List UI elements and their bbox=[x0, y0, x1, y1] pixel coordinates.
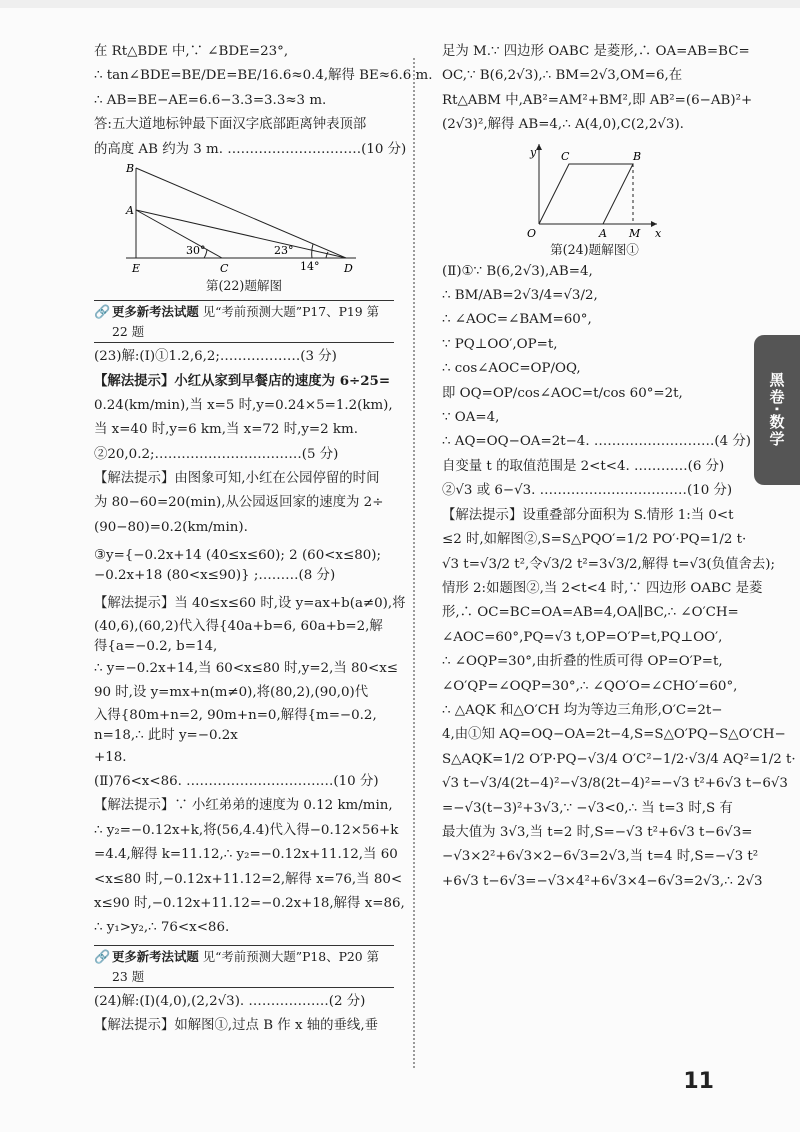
text-line: (Ⅱ)76<x<86. ……………………………(10 分) bbox=[94, 773, 379, 789]
text-line: =−√3(t−3)²+3√3,∵ −√3<0,∴ 当 t=3 时,S 有 bbox=[442, 800, 733, 816]
text-line: 【解法提示】∵ 小红弟弟的速度为 0.12 km/min, bbox=[94, 798, 393, 814]
text-line: ∴ AB=BE−AE=6.6−3.3=3.3≈3 m. bbox=[94, 92, 327, 108]
text-line: (23)解:(Ⅰ)①1.2,6,2;………………(3 分) bbox=[94, 349, 337, 365]
text-line: ∴ △AQK 和△O′CH 均为等边三角形,O′C=2t− bbox=[442, 702, 723, 718]
text-line: (2√3)²,解得 AB=4,∴ A(4,0),C(2,2√3). bbox=[442, 117, 684, 133]
text-line: =4.4,解得 k=11.12,∴ y₂=−0.12x+11.12,当 60 bbox=[94, 847, 398, 863]
more-tail: 22 题 bbox=[112, 324, 145, 340]
label-angle-30: 30° bbox=[186, 244, 206, 258]
text-line: ∠AOC=60°,PQ=√3 t,OP=O′P=t,PQ⊥OO′, bbox=[442, 629, 723, 645]
text-line: <x≤80 时,−0.12x+11.12=2,解得 x=76,当 80< bbox=[94, 871, 403, 887]
text-line: ∵ OA=4, bbox=[442, 410, 500, 426]
text-line: 在 Rt△BDE 中,∵ ∠BDE=23°, bbox=[94, 44, 289, 59]
label-d: D bbox=[344, 262, 353, 276]
more-tail: 23 题 bbox=[112, 968, 145, 984]
line-bd bbox=[136, 168, 346, 258]
label-c: C bbox=[220, 262, 229, 276]
text-line: (Ⅱ)①∵ B(6,2√3),AB=4, bbox=[442, 263, 593, 279]
text-line: ∠O′QP=∠OQP=30°,∴ ∠QO′O=∠CHO′=60°, bbox=[442, 678, 738, 694]
rhombus-oabc bbox=[539, 164, 633, 224]
text-line: ∴ cos∠AOC=OP/OQ, bbox=[442, 361, 581, 377]
text-line: ∴ ∠AOC=∠BAM=60°, bbox=[442, 312, 592, 328]
text-line: ≤2 时,如解图②,S=S△PQO′=1/2 PO′·PQ=1/2 t· bbox=[442, 532, 747, 548]
text-line: √3 t=√3/2 t²,令√3/2 t²=3√3/2,解得 t=√3(负值舍去); bbox=[442, 556, 776, 572]
y-axis-arrow bbox=[536, 144, 542, 150]
text-line: 【解法提示】小红从家到早餐店的速度为 6÷25= bbox=[94, 373, 391, 390]
text-line: ③y={−0.2x+14 (40≤x≤60); 2 (60<x≤80); −0.2x+18 (80<x≤90)} ;………(8 分) bbox=[94, 548, 381, 584]
label-x: x bbox=[654, 226, 661, 240]
text-line: x≤90 时,−0.12x+11.12=−0.2x+18,解得 x=86, bbox=[94, 895, 405, 911]
text-line: Rt△ABM 中,AB²=AM²+BM²,即 AB²=(6−AB)²+ bbox=[442, 92, 753, 108]
text-line: 最大值为 3√3,当 t=2 时,S=−√3 t²+6√3 t−6√3= bbox=[442, 824, 753, 840]
figure-22-caption: 第(22)题解图 bbox=[205, 278, 283, 294]
text-line: 答:五大道地标钟最下面汉字底部距离钟表顶部 bbox=[94, 117, 367, 133]
label-c: C bbox=[560, 149, 569, 163]
text-line: (40,6),(60,2)代入得{40a+b=6, 60a+b=2,解得{a=−0.2, b=14, bbox=[94, 618, 383, 654]
label-y: y bbox=[529, 145, 536, 159]
label-a: A bbox=[598, 226, 607, 240]
column-divider bbox=[413, 58, 415, 1068]
figure-22-diagram bbox=[124, 164, 364, 276]
text-line: 【解法提示】设重叠部分面积为 S.情形 1:当 0<t bbox=[442, 507, 734, 523]
text-line: 【解法提示】如解图①,过点 B 作 x 轴的垂线,垂 bbox=[94, 1018, 378, 1034]
label-m: M bbox=[628, 226, 640, 240]
more-title: 更多新考法试题 bbox=[112, 304, 199, 320]
more-questions-box-23 bbox=[94, 945, 394, 988]
left-column bbox=[94, 40, 433, 1039]
text-line: S△AQK=1/2 O′P·PQ−√3/4 O′C²−1/2·√3/4 AQ²=1/2 t· bbox=[442, 751, 796, 767]
text-line: 的高度 AB 约为 3 m. …………………………(10 分) bbox=[94, 141, 407, 157]
text-line: 形,∴ OC=BC=OA=AB=4,OA∥BC,∴ ∠O′CH= bbox=[442, 605, 739, 621]
text-line: 90 时,设 y=mx+n(m≠0),将(80,2),(90,0)代 bbox=[94, 685, 369, 701]
label-angle-23: 23° bbox=[274, 244, 294, 258]
text-line: 为 80−60=20(min),从公园返回家的速度为 2÷ bbox=[94, 495, 384, 511]
more-title: 更多新考法试题 bbox=[112, 948, 199, 964]
page-top-border bbox=[0, 0, 800, 8]
text-line: OC,∵ B(6,2√3),∴ BM=2√3,OM=6,在 bbox=[442, 68, 683, 84]
page-number: 11 bbox=[683, 1069, 714, 1094]
text-line: 自变量 t 的取值范围是 2<t<4. …………(6 分) bbox=[442, 458, 725, 474]
text-line: 【解法提示】由图象可知,小红在公园停留的时间 bbox=[94, 471, 380, 487]
text-line: ∵ PQ⊥OO′,OP=t, bbox=[442, 336, 558, 352]
text-line: +18. bbox=[94, 749, 127, 765]
label-b: B bbox=[632, 149, 641, 163]
angle-arc-14 bbox=[326, 252, 328, 258]
line-ac bbox=[136, 210, 222, 258]
text-line: ②20,0.2;……………………………(5 分) bbox=[94, 446, 339, 462]
text-line: ∴ y₂=−0.12x+k,将(56,4.4)代入得−0.12×56+k bbox=[94, 822, 399, 838]
more-ref: 见“考前预测大题”P18、P20 第 bbox=[202, 948, 380, 964]
figure-24-caption: 第(24)题解图① bbox=[550, 241, 639, 257]
text-line: ∴ AQ=OQ−OA=2t−4. ………………………(4 分) bbox=[442, 434, 751, 450]
text-line: √3 t−√3/4(2t−4)²−√3/8(2t−4)²=−√3 t²+6√3 t−6√3 bbox=[442, 776, 788, 792]
label-o: O bbox=[526, 226, 536, 240]
label-a: A bbox=[126, 204, 134, 218]
label-b: B bbox=[126, 162, 135, 176]
text-line: 【解法提示】当 40≤x≤60 时,设 y=ax+b(a≠0),将 bbox=[94, 596, 406, 612]
text-line: 情形 2:如题图②,当 2<t<4 时,∵ 四边形 OABC 是菱 bbox=[442, 580, 763, 596]
text-line: ∴ ∠OQP=30°,由折叠的性质可得 OP=O′P=t, bbox=[442, 654, 723, 670]
text-line: (90−80)=0.2(km/min). bbox=[94, 519, 248, 535]
text-line: ∴ y=−0.2x+14,当 60<x≤80 时,y=2,当 80<x≤ bbox=[94, 660, 399, 676]
angle-arc-23 bbox=[312, 244, 313, 258]
text-line: +6√3 t−6√3=−√3×4²+6√3×4−6√3=2√3,∴ 2√3 bbox=[442, 873, 763, 889]
text-line: −√3×2²+6√3×2−6√3=2√3,当 t=4 时,S=−√3 t² bbox=[442, 849, 759, 865]
figure-24-diagram bbox=[525, 140, 665, 240]
text-line: 4,由①知 AQ=OQ−OA=2t−4,S=S△O′PQ−S△O′CH− bbox=[442, 727, 786, 743]
text-line: 足为 M.∵ 四边形 OABC 是菱形,∴ OA=AB=BC= bbox=[442, 44, 750, 59]
text-line: ∴ y₁>y₂,∴ 76<x<86. bbox=[94, 920, 230, 936]
label-e: E bbox=[132, 262, 141, 276]
text-line: 当 x=40 时,y=6 km,当 x=72 时,y=2 km. bbox=[94, 422, 358, 438]
link-icon: 🔗 bbox=[94, 305, 111, 321]
text-line: (24)解:(Ⅰ)(4,0),(2,2√3). ………………(2 分) bbox=[94, 993, 366, 1009]
link-icon: 🔗 bbox=[94, 949, 111, 965]
label-angle-14: 14° bbox=[300, 260, 320, 274]
text-line: 0.24(km/min),当 x=5 时,y=0.24×5=1.2(km), bbox=[94, 397, 393, 413]
text-line: ∴ tan∠BDE=BE/DE=BE/16.6≈0.4,解得 BE≈6.6 m. bbox=[94, 68, 433, 84]
more-ref: 见“考前预测大题”P17、P19 第 bbox=[202, 304, 380, 320]
line-ad bbox=[136, 210, 346, 258]
more-questions-box-22 bbox=[94, 300, 394, 343]
side-tab: 黑卷·数学 bbox=[754, 335, 800, 485]
text-line: ∴ BM/AB=2√3/4=√3/2, bbox=[442, 288, 598, 304]
text-line: 即 OQ=OP/cos∠AOC=t/cos 60°=2t, bbox=[442, 385, 683, 401]
text-line: ②√3 或 6−√3. ……………………………(10 分) bbox=[442, 483, 733, 499]
text-line: 入得{80m+n=2, 90m+n=0,解得{m=−0.2, n=18,∴ 此时 y=−0.2x bbox=[94, 707, 377, 743]
